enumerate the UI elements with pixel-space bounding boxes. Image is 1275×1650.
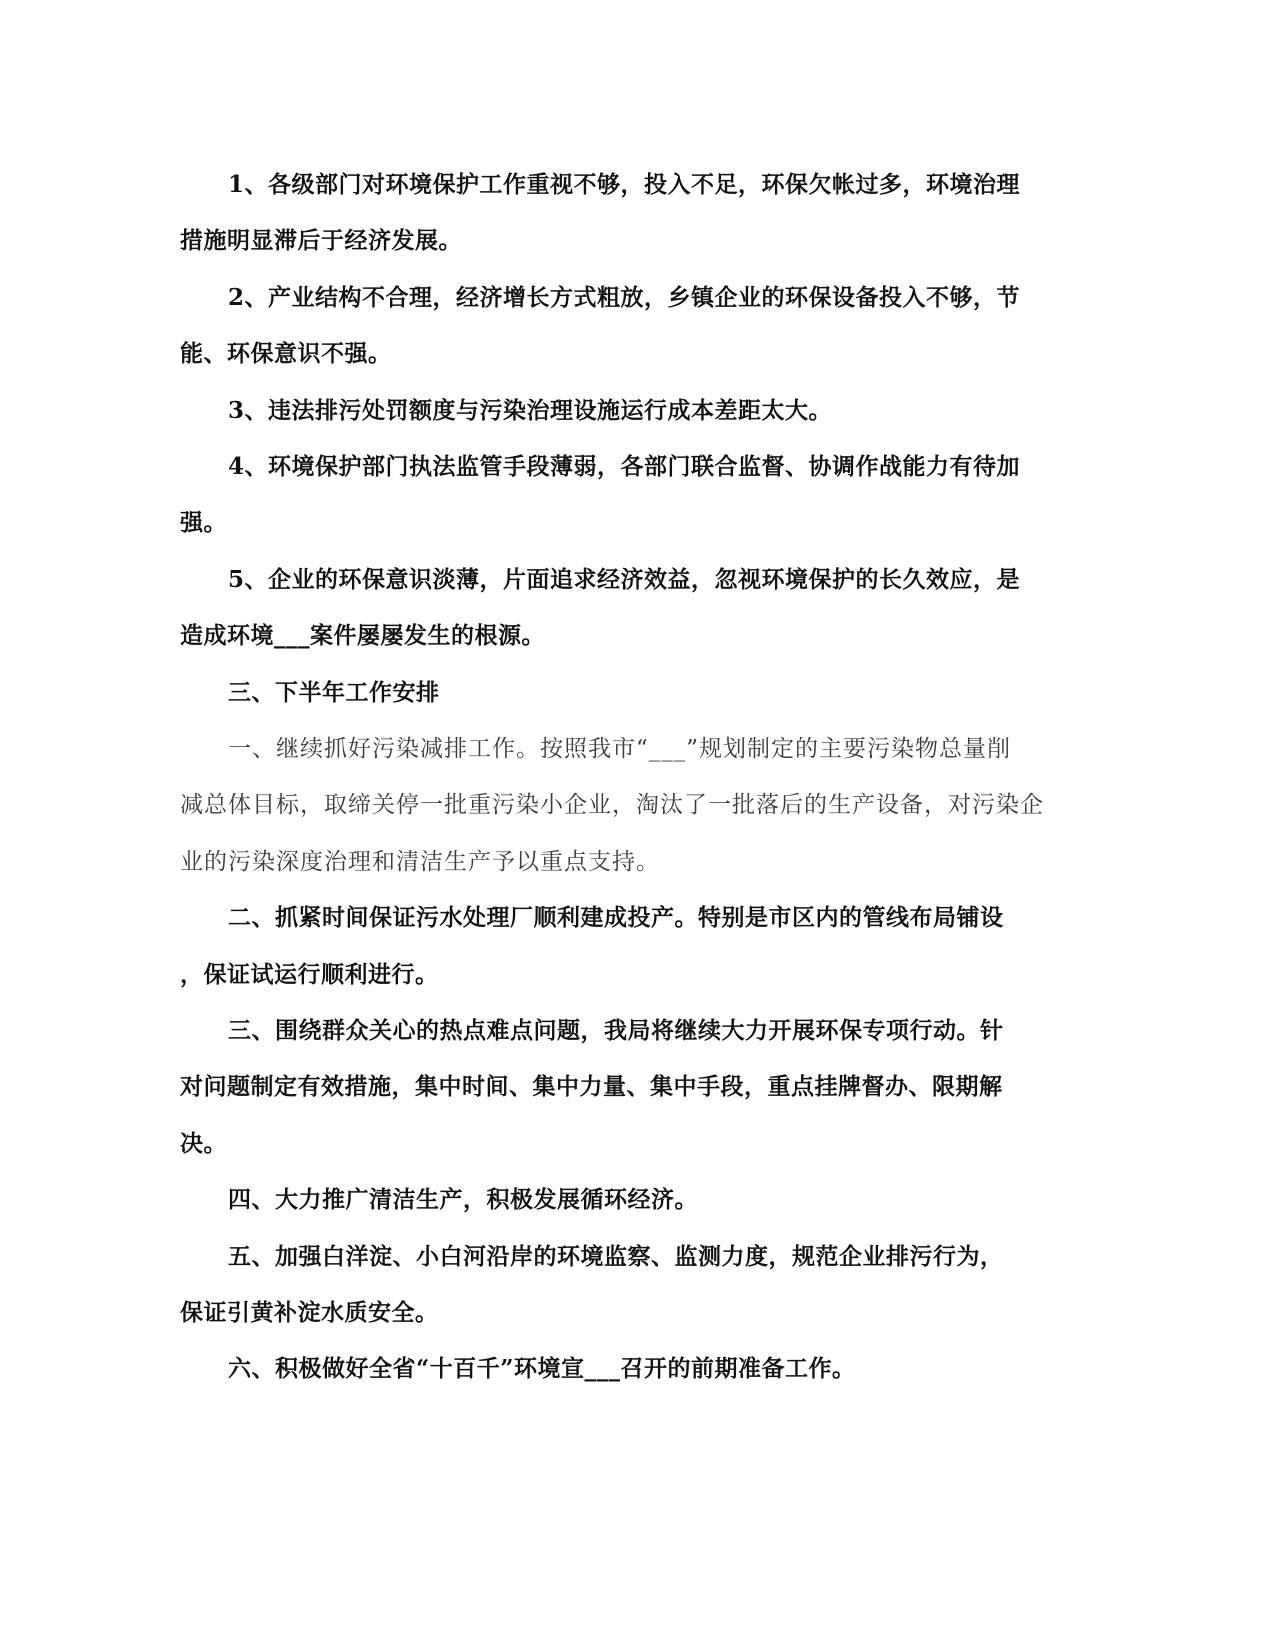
text-line: 3、违法排污处罚额度与污染治理设施运行成本差距太大。 bbox=[228, 397, 833, 424]
text-line: 措施明显滞后于经济发展。 bbox=[180, 227, 462, 254]
text-line: 二、抓紧时间保证污水处理厂顺利建成投产。特别是市区内的管线布局铺设 bbox=[228, 904, 1004, 931]
text-line: 造成环境___案件屡屡发生的根源。 bbox=[180, 622, 545, 649]
text-line: 三、围绕群众关心的热点难点问题，我局将继续大力开展环保专项行动。针 bbox=[228, 1017, 1004, 1044]
text-line: 1、各级部门对环境保护工作重视不够，投入不足，环保欠帐过多，环境治理 bbox=[228, 171, 1021, 198]
text-line: 一、继续抓好污染减排工作。按照我市“___”规划制定的主要污染物总量削 bbox=[228, 736, 1012, 762]
text-line: 六、积极做好全省“十百千”环境宣___召开的前期准备工作。 bbox=[228, 1355, 856, 1382]
text-line: 保证引黄补淀水质安全。 bbox=[180, 1299, 439, 1326]
text-line: ，保证试运行顺利进行。 bbox=[180, 961, 439, 988]
text-line: 业的污染深度治理和清洁生产予以重点支持。 bbox=[180, 849, 660, 875]
text-line: 4、环境保护部门执法监管手段薄弱，各部门联合监督、协调作战能力有待加 bbox=[228, 453, 1021, 480]
text-line: 减总体目标，取缔关停一批重污染小企业，淘汰了一批落后的生产设备，对污染企 bbox=[180, 792, 1044, 818]
text-line: 5、企业的环保意识淡薄，片面追求经济效益，忽视环境保护的长久效应，是 bbox=[228, 566, 1021, 593]
text-line: 强。 bbox=[180, 509, 227, 536]
text-line: 对问题制定有效措施，集中时间、集中力量、集中手段，重点挂牌督办、限期解 bbox=[180, 1073, 1003, 1100]
text-line: 五、加强白洋淀、小白河沿岸的环境监察、监测力度，规范企业排污行为， bbox=[228, 1243, 1004, 1270]
text-line: 2、产业结构不合理，经济增长方式粗放，乡镇企业的环保设备投入不够，节 bbox=[228, 284, 1021, 311]
text-line: 能、环保意识不强。 bbox=[180, 340, 392, 367]
text-line: 决。 bbox=[180, 1130, 227, 1157]
text-line: 四、大力推广清洁生产，积极发展循环经济。 bbox=[228, 1186, 698, 1213]
section-heading: 三、下半年工作安排 bbox=[228, 679, 440, 706]
